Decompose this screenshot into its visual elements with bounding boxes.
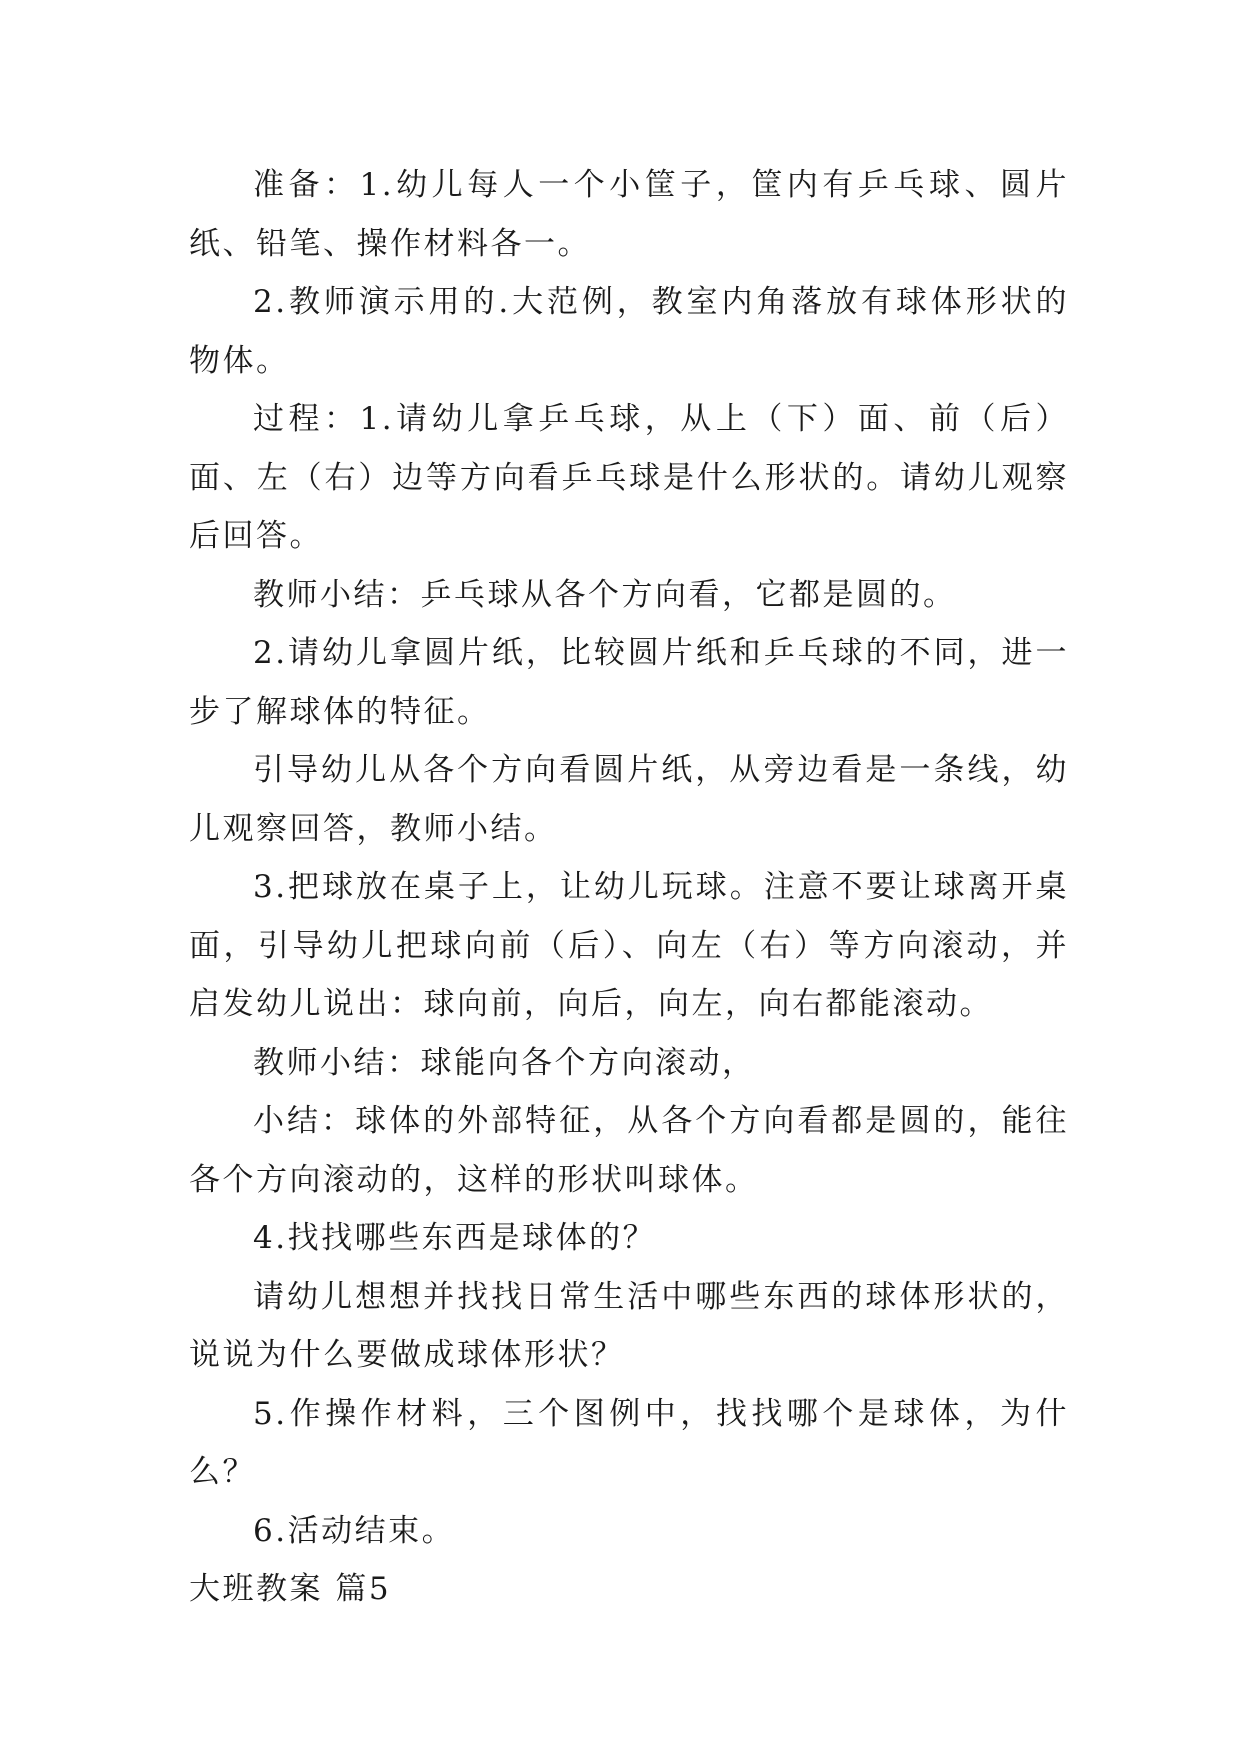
paragraph-process-1: 过程：1.请幼儿拿乒乓球，从上（下）面、前（后）面、左（右）边等方向看乒乓球是什么形状的。请幼儿观察后回答。 <box>189 401 1069 554</box>
paragraph-process-6: 6.活动结束。 <box>253 1512 456 1549</box>
paragraph-process-4: 4.找找哪些东西是球体的？ <box>253 1220 657 1256</box>
paragraph-process-2: 2.请幼儿拿圆片纸，比较圆片纸和乒乓球的不同，进一步了解球体的特征。 <box>189 635 1069 730</box>
paragraph-process-3: 3.把球放在桌子上，让幼儿玩球。注意不要让球离开桌面，引导幼儿把球向前（后）、向左（右）等方向滚动，并启发幼儿说出：球向前，向后，向左，向右都能滚动。 <box>189 869 1069 1022</box>
paragraph-think: 请幼儿想想并找找日常生活中哪些东西的球体形状的，说说为什么要做成球体形状？ <box>189 1278 1069 1373</box>
paragraph-teacher-summary-2: 教师小结：球能向各个方向滚动， <box>253 1044 756 1081</box>
paragraph-process-5: 5.作操作材料，三个图例中，找找哪个是球体，为什么？ <box>189 1395 1069 1490</box>
document-body <box>189 156 1069 1619</box>
paragraph-preparation-2: 2.教师演示用的.大范例，教室内角落放有球体形状的物体。 <box>189 284 1069 379</box>
section-heading: 大班教案 篇5 <box>189 1571 392 1607</box>
paragraph-guide: 引导幼儿从各个方向看圆片纸，从旁边看是一条线，幼儿观察回答，教师小结。 <box>189 752 1069 847</box>
paragraph-preparation: 准备：1.幼儿每人一个小筐子，筐内有乒乓球、圆片纸、铅笔、操作材料各一。 <box>189 167 1069 262</box>
paragraph-summary: 小结：球体的外部特征，从各个方向看都是圆的，能往各个方向滚动的，这样的形状叫球体。 <box>189 1103 1069 1198</box>
paragraph-teacher-summary-1: 教师小结：乒乓球从各个方向看，它都是圆的。 <box>253 576 957 613</box>
